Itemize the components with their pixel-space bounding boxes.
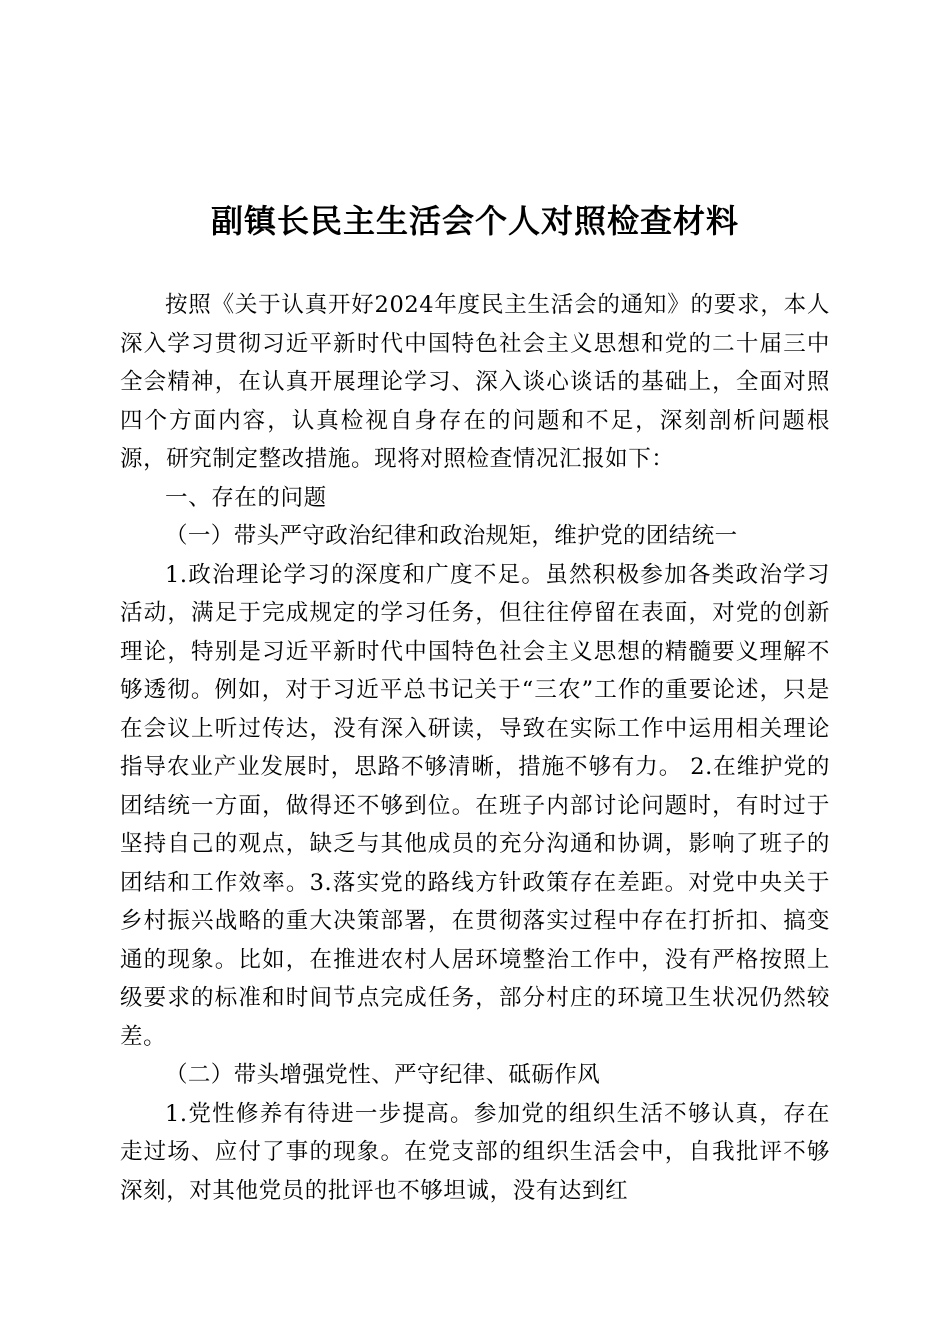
subsection-2-paragraph: 1.党性修养有待进一步提高。参加党的组织生活不够认真，存在走过场、应付了事的现象。在党支部的组织生活会中，自我批评不够深刻，对其他党员的批评也不够坦诚，没有达到红: [120, 1100, 830, 1204]
document-body: [120, 286, 830, 1210]
section-heading-problems: 一、存在的问题: [165, 484, 327, 511]
intro-paragraph: 按照《关于认真开好2024年度民主生活会的通知》的要求，本人深入学习贯彻习近平新时代中国特色社会主义思想和党的二十届三中全会精神，在认真开展理论学习、深入谈心谈话的基础上，全面对照四个方面内容，认真检视自身存在的问题和不足，深刻剖析问题根源，研究制定整改措施。现将对照检查情况汇报如下：: [120, 292, 830, 472]
subsection-heading-1: （一）带头严守政治纪律和政治规矩，维护党的团结统一: [165, 523, 738, 549]
subsection-1-paragraph: 1.政治理论学习的深度和广度不足。虽然积极参加各类政治学习活动，满足于完成规定的学习任务，但往往停留在表面，对党的创新理论，特别是习近平新时代中国特色社会主义思想的精髓要义理解不够透彻。例如，对于习近平总书记关于“三农”工作的重要论述，只是在会议上听过传达，没有深入研读，导致在实际工作中运用相关理论指导农业产业发展时，思路不够清晰，措施不够有力。 2.在维护党的团结统一方面，做得还不够到位。在班子内部讨论问题时，有时过于坚持自己的观点，缺乏与其他成员的充分沟通和协调，影响了班子的团结和工作效率。3.落实党的路线方针政策存在差距。对党中央关于乡村振兴战略的重大决策部署，在贯彻落实过程中存在打折扣、搞变通的现象。比如，在推进农村人居环境整治工作中，没有严格按照上级要求的标准和时间节点完成任务，部分村庄的环境卫生状况仍然较差。: [120, 561, 830, 1050]
document-title: 副镇长民主生活会个人对照检查材料: [210, 202, 739, 240]
subsection-heading-2: （二）带头增强党性、严守纪律、砥砺作风: [165, 1062, 601, 1088]
